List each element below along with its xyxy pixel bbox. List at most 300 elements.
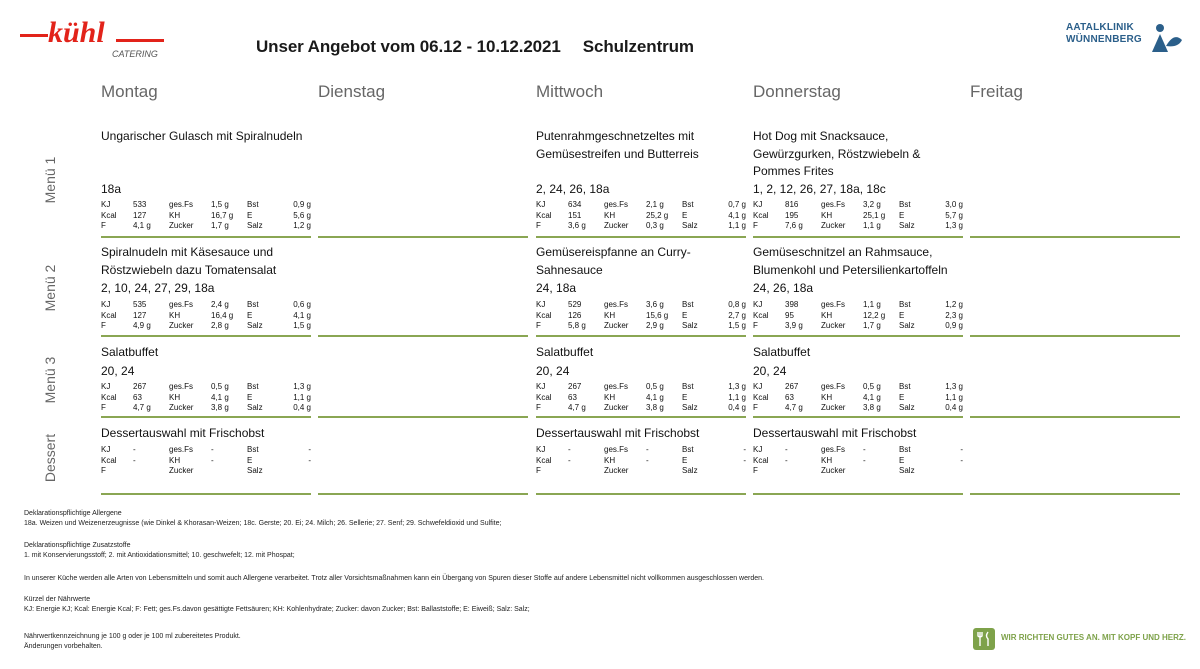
nutrition-basis: Nährwertkennzeichnung je 100 g oder je 100 ml zubereitetes Produkt. [24, 633, 241, 640]
nutrient-value: 3,8 g [211, 403, 229, 412]
nutrient-value: 25,1 g [863, 210, 886, 220]
nutrient-label: F [101, 321, 106, 330]
nutrient-label: E [247, 392, 253, 402]
dish-line: Röstzwiebeln dazu Tomatensalat [101, 262, 277, 277]
nutrient-value: 3,6 g [568, 221, 586, 230]
nutrient-value: - [785, 455, 788, 465]
nutrient-value: 12,2 g [863, 310, 886, 320]
nutrient-label: Kcal [536, 210, 552, 220]
nutrient-label: Kcal [536, 392, 552, 402]
abbreviation-text: KJ: Energie KJ; Kcal: Energie Kcal; F: Fett; ges.Fs.davon gesättigte Fettsäuren; KH: Kohlenhydrate; Zucker: davon Zucker; Bst: Ballaststoffe; E: Eiweiß; Salz: Salz; [24, 606, 530, 613]
row-separator [101, 236, 311, 238]
nutrition-table [536, 200, 746, 232]
nutrient-label: Bst [247, 382, 259, 391]
nutrient-value: 1,5 g [728, 321, 746, 330]
nutrient-label: KJ [753, 300, 763, 309]
nutrient-value: - [743, 445, 746, 454]
nutrient-value: 267 [568, 382, 582, 391]
nutrient-label: Kcal [101, 310, 117, 320]
nutrient-value: 63 [568, 392, 577, 402]
nutrient-value: 0,9 g [945, 321, 963, 330]
nutrient-value: 2,4 g [211, 300, 229, 309]
nutrient-label: KH [821, 310, 833, 320]
allergen-codes: 20, 24 [101, 364, 135, 378]
allergen-codes: 1, 2, 12, 26, 27, 18a, 18c [753, 182, 886, 196]
nutrient-value: 0,5 g [211, 382, 229, 391]
dish-line: Salatbuffet [101, 345, 159, 359]
nutrient-label: Kcal [753, 310, 769, 320]
nutrient-label: E [682, 455, 688, 465]
nutrition-table [536, 382, 746, 414]
nutrient-label: KH [604, 210, 616, 220]
row-label-menu-3: Menü 3 [42, 356, 58, 404]
nutrient-label: Kcal [753, 392, 769, 402]
partner-emblem-icon [1148, 22, 1186, 54]
nutrient-value: 16,4 g [211, 310, 234, 320]
kuehl-catering-logo [20, 14, 168, 62]
row-label-menu-2: Menü 2 [42, 264, 58, 312]
nutrient-value: 95 [785, 310, 794, 320]
nutrient-label: F [753, 466, 758, 475]
nutrient-label: Salz [899, 221, 915, 230]
dish-name [753, 128, 963, 181]
row-separator [101, 493, 311, 495]
nutrient-label: KH [604, 310, 616, 320]
nutrition-table [101, 382, 311, 414]
dish-line: Spiralnudeln mit Käsesauce und [101, 245, 274, 259]
row-separator [318, 236, 528, 238]
nutrient-label: E [247, 210, 253, 220]
allergen-title: Deklarationspflichtige Allergene [24, 510, 122, 517]
row-separator [753, 236, 963, 238]
nutrient-value: 1,5 g [293, 321, 311, 330]
nutrient-value: 1,2 g [945, 300, 963, 309]
partner-line-2: WÜNNENBERG [1066, 34, 1142, 45]
brand-wordmark: kühl [48, 16, 105, 49]
nutrient-label: E [682, 210, 688, 220]
nutrient-label: Salz [899, 466, 915, 475]
dish-name [536, 244, 746, 279]
nutrient-label: Salz [247, 321, 263, 330]
additive-title: Deklarationspflichtige Zusatzstoffe [24, 542, 131, 549]
allergen-codes: 20, 24 [536, 364, 570, 378]
nutrient-label: Salz [682, 403, 698, 412]
nutrition-table [753, 200, 963, 232]
nutrient-label: F [753, 221, 758, 230]
nutrition-table [536, 445, 746, 477]
nutrient-value: 0,8 g [728, 300, 746, 309]
nutrient-label: Kcal [101, 455, 117, 465]
nutrient-label: E [682, 310, 688, 320]
nutrient-value [785, 466, 821, 477]
nutrient-label: Zucker [604, 221, 629, 230]
nutrient-label: F [101, 466, 106, 475]
row-separator [101, 335, 311, 337]
nutrient-value: 2,1 g [646, 200, 664, 209]
nutrient-value: 1,1 g [728, 392, 746, 402]
nutrient-label: KH [169, 210, 181, 220]
row-separator [970, 236, 1180, 238]
nutrient-label: KH [821, 210, 833, 220]
row-separator [536, 416, 746, 418]
row-separator [536, 335, 746, 337]
nutrient-label: E [899, 455, 905, 465]
nutrient-label: Zucker [169, 466, 194, 475]
nutrient-value: 1,1 g [293, 392, 311, 402]
nutrient-value: 0,6 g [293, 300, 311, 309]
nutrient-value: 1,7 g [863, 321, 881, 330]
abbreviation-title: Kürzel der Nährwerte [24, 596, 91, 603]
nutrition-table [101, 200, 311, 232]
nutrient-label: ges.Fs [604, 382, 629, 391]
nutrient-label: KJ [101, 445, 111, 454]
nutrient-value: - [568, 455, 571, 465]
nutrient-value: 0,5 g [863, 382, 881, 391]
nutrient-label: ges.Fs [169, 300, 194, 309]
dish-name [101, 128, 311, 146]
nutrient-value: 3,8 g [863, 403, 881, 412]
nutrient-label: F [536, 466, 541, 475]
allergen-text: 18a. Weizen und Weizenerzeugnisse (wie Dinkel & Khorasan-Weizen; 18c. Gerste; 20. Ei; 24. Milch; 26. Sellerie; 27. Senf; 29. Schwefeldioxid und Sulfite; [24, 520, 502, 527]
nutrient-value: 1,2 g [293, 221, 311, 230]
slogan-text: WIR RICHTEN GUTES AN. MIT KOPF UND HERZ. [1001, 633, 1187, 642]
nutrient-value: - [960, 455, 963, 465]
day-wednesday: Mittwoch [536, 82, 604, 101]
nutrient-label: KJ [536, 382, 546, 391]
nutrient-label: ges.Fs [169, 200, 194, 209]
nutrient-value [863, 466, 899, 477]
aatalklinik-logo [1066, 22, 1186, 56]
nutrient-value: 0,4 g [293, 403, 311, 412]
nutrition-table [536, 300, 746, 332]
nutrient-value: - [646, 455, 649, 465]
nutrient-value: 2,9 g [646, 321, 664, 330]
nutrient-value: 2,3 g [945, 310, 963, 320]
nutrient-label: Salz [899, 321, 915, 330]
nutrient-label: KJ [536, 200, 546, 209]
nutrient-label: Zucker [821, 403, 846, 412]
nutrient-label: Kcal [101, 392, 117, 402]
allergen-codes: 24, 26, 18a [753, 281, 814, 295]
nutrient-value: 3,8 g [646, 403, 664, 412]
nutrient-value [941, 466, 963, 477]
dish-name [536, 344, 746, 362]
nutrient-label: Zucker [169, 321, 194, 330]
kuehl-logo-graphic [20, 14, 168, 62]
nutrient-label: Zucker [169, 221, 194, 230]
nutrient-label: Bst [899, 382, 911, 391]
nutrient-value: 1,3 g [945, 221, 963, 230]
allergen-codes: 20, 24 [753, 364, 787, 378]
allergen-codes: 2, 10, 24, 27, 29, 18a [101, 281, 215, 295]
nutrient-value: 0,7 g [728, 200, 746, 209]
dish-line: Gemüsereispfanne an Curry- [536, 245, 691, 259]
nutrient-label: ges.Fs [821, 300, 846, 309]
nutrient-value: 1,1 g [863, 300, 881, 309]
nutrient-label: ges.Fs [821, 200, 846, 209]
nutrition-table [753, 382, 963, 414]
day-monday: Montag [101, 82, 158, 101]
nutrient-value: 4,9 g [133, 321, 151, 330]
nutrient-value: 3,2 g [863, 200, 881, 209]
nutrient-value: 5,6 g [293, 210, 311, 220]
row-label-dessert: Dessert [42, 433, 58, 483]
nutrient-value [211, 466, 247, 477]
nutrient-label: E [899, 210, 905, 220]
cutlery-icon [973, 628, 995, 650]
location-label: Schulzentrum [582, 37, 694, 56]
nutrient-label: E [682, 392, 688, 402]
row-label-menu-1: Menü 1 [42, 156, 58, 204]
additive-text: 1. mit Konservierungsstoff; 2. mit Antioxidationsmittel; 10. geschwefelt; 12. mit Phospat; [24, 552, 295, 559]
nutrient-label: KH [821, 392, 833, 402]
dish-line: Ungarischer Gulasch mit Spiralnudeln [101, 129, 303, 143]
nutrient-value: 816 [785, 200, 799, 209]
nutrient-value: 0,5 g [646, 382, 664, 391]
nutrient-value: 16,7 g [211, 210, 234, 220]
nutrient-label: Zucker [821, 221, 846, 230]
changes-reserved: Änderungen vorbehalten. [24, 643, 103, 650]
nutrient-value: 398 [785, 300, 799, 309]
nutrient-value [289, 466, 311, 477]
nutrient-label: Bst [247, 200, 259, 209]
nutrient-label: Kcal [753, 210, 769, 220]
nutrient-value: 2,7 g [728, 310, 746, 320]
nutrient-label: F [536, 321, 541, 330]
partner-line-1: AATALKLINIK [1066, 22, 1134, 33]
nutrition-table [101, 300, 311, 332]
dish-line: Dessertauswahl mit Frischobst [753, 426, 917, 440]
dish-line: Salatbuffet [536, 345, 594, 359]
nutrient-label: F [101, 403, 106, 412]
row-separator [536, 236, 746, 238]
nutrient-value: 7,6 g [785, 221, 803, 230]
nutrient-label: Bst [899, 445, 911, 454]
nutrient-value: 15,6 g [646, 310, 669, 320]
row-separator [753, 416, 963, 418]
nutrient-value: 195 [785, 210, 799, 220]
nutrient-value: 25,2 g [646, 210, 669, 220]
nutrient-value [646, 466, 682, 477]
nutrient-label: Kcal [753, 455, 769, 465]
nutrient-value [724, 466, 746, 477]
nutrient-label: F [536, 221, 541, 230]
allergen-codes: 24, 18a [536, 281, 577, 295]
nutrient-label: E [899, 392, 905, 402]
nutrient-value: 3,6 g [646, 300, 664, 309]
dish-name [536, 128, 746, 163]
nutrient-value: 4,7 g [785, 403, 803, 412]
nutrient-label: Salz [899, 403, 915, 412]
nutrient-label: Kcal [536, 455, 552, 465]
page-title [256, 37, 694, 57]
nutrient-value: 3,9 g [785, 321, 803, 330]
day-thursday: Donnerstag [753, 82, 841, 101]
nutrient-value: - [211, 445, 214, 454]
nutrient-value: - [211, 455, 214, 465]
dish-line: Gemüseschnitzel an Rahmsauce, [753, 245, 933, 259]
nutrient-value: 0,9 g [293, 200, 311, 209]
row-separator [753, 335, 963, 337]
allergen-notice: In unserer Küche werden alle Arten von Lebensmitteln und somit auch Allergene verarbeitet. Trotz aller Vorsichtsmaßnahmen kann ein Übergang von Spuren dieser Stoffe auf andere Lebensmittel nicht vollkommen ausgeschlossen werden. [24, 575, 764, 582]
nutrient-value: 1,3 g [728, 382, 746, 391]
nutrient-value: 4,7 g [568, 403, 586, 412]
nutrient-value: 4,7 g [133, 403, 151, 412]
dish-line: Hot Dog mit Snacksauce, [753, 129, 889, 143]
row-separator [753, 493, 963, 495]
nutrient-label: Zucker [604, 403, 629, 412]
nutrient-value: 529 [568, 300, 582, 309]
nutrient-label: ges.Fs [604, 300, 629, 309]
nutrient-value: - [863, 445, 866, 454]
nutrient-label: KJ [753, 200, 763, 209]
nutrient-label: Kcal [536, 310, 552, 320]
nutrient-label: Zucker [604, 466, 629, 475]
row-separator [101, 416, 311, 418]
nutrient-label: KJ [101, 300, 111, 309]
nutrition-table [753, 300, 963, 332]
nutrient-label: Salz [682, 221, 698, 230]
nutrient-value: 1,1 g [863, 221, 881, 230]
nutrient-value: 634 [568, 200, 582, 209]
dish-line: Dessertauswahl mit Frischobst [536, 426, 700, 440]
nutrient-value: 127 [133, 210, 147, 220]
nutrient-label: Bst [247, 300, 259, 309]
nutrient-label: KH [604, 392, 616, 402]
nutrient-label: Bst [899, 300, 911, 309]
nutrient-value: 1,1 g [728, 221, 746, 230]
nutrient-label: KJ [536, 445, 546, 454]
nutrient-label: ges.Fs [169, 445, 194, 454]
nutrient-label: Bst [682, 300, 694, 309]
nutrient-value: 0,3 g [646, 221, 664, 230]
dish-line: Salatbuffet [753, 345, 811, 359]
nutrient-label: Salz [247, 466, 263, 475]
nutrient-label: KH [821, 455, 833, 465]
row-separator [970, 416, 1180, 418]
nutrient-label: E [247, 455, 253, 465]
dish-name [753, 425, 963, 443]
nutrient-value [568, 466, 604, 477]
nutrient-label: E [247, 310, 253, 320]
nutrient-label: Kcal [101, 210, 117, 220]
nutrient-label: Salz [682, 466, 698, 475]
nutrient-label: Salz [682, 321, 698, 330]
nutrient-label: ges.Fs [604, 445, 629, 454]
nutrient-value: 267 [785, 382, 799, 391]
nutrient-label: KH [604, 455, 616, 465]
nutrient-label: Salz [247, 221, 263, 230]
nutrient-value: - [863, 455, 866, 465]
offer-title: Unser Angebot vom 06.12 - 10.12.2021 [256, 37, 561, 56]
dish-line: Gemüsestreifen und Butterreis [536, 146, 699, 161]
nutrient-value: 1,3 g [945, 382, 963, 391]
nutrient-value: 4,1 g [133, 221, 151, 230]
nutrient-label: KJ [753, 382, 763, 391]
nutrient-label: Zucker [821, 321, 846, 330]
nutrient-value: - [568, 445, 571, 454]
dish-name [753, 244, 963, 279]
row-separator [536, 493, 746, 495]
nutrient-value: 2,8 g [211, 321, 229, 330]
nutrient-label: F [101, 221, 106, 230]
nutrient-label: Zucker [604, 321, 629, 330]
nutrient-value: - [785, 445, 788, 454]
nutrient-value: 126 [568, 310, 582, 320]
dish-line: Gewürzgurken, Röstzwiebeln & [753, 146, 921, 161]
row-separator [318, 335, 528, 337]
nutrient-label: Bst [682, 200, 694, 209]
dish-line: Blumenkohl und Petersilienkartoffeln [753, 262, 948, 277]
dish-line: Putenrahmgeschnetzeltes mit [536, 129, 695, 143]
nutrient-label: F [753, 321, 758, 330]
row-separator [970, 493, 1180, 495]
nutrient-value: 3,0 g [945, 200, 963, 209]
partner-text [1066, 22, 1142, 46]
nutrition-table [753, 445, 963, 477]
nutrient-label: ges.Fs [604, 200, 629, 209]
nutrient-value: 0,4 g [728, 403, 746, 412]
nutrient-label: Bst [682, 382, 694, 391]
nutrient-value: - [960, 445, 963, 454]
dish-name [101, 244, 311, 279]
nutrient-label: F [536, 403, 541, 412]
slogan-badge [973, 628, 1185, 652]
nutrient-value: 5,8 g [568, 321, 586, 330]
dish-line: Dessertauswahl mit Frischobst [101, 426, 265, 440]
allergen-codes: 2, 24, 26, 18a [536, 182, 610, 196]
nutrient-value: - [133, 455, 136, 465]
dish-name [101, 344, 311, 362]
dish-name [536, 425, 746, 443]
dish-name [101, 425, 311, 443]
nutrient-label: Bst [682, 445, 694, 454]
nutrient-value: 4,1 g [293, 310, 311, 320]
nutrient-label: KJ [101, 382, 111, 391]
nutrient-value: 63 [133, 392, 142, 402]
nutrient-label: KJ [753, 445, 763, 454]
nutrient-value: 1,3 g [293, 382, 311, 391]
nutrient-value [133, 466, 169, 477]
day-friday: Freitag [970, 82, 1023, 101]
nutrient-value: - [308, 455, 311, 465]
nutrient-value: 267 [133, 382, 147, 391]
nutrient-value: - [743, 455, 746, 465]
nutrient-value: 535 [133, 300, 147, 309]
nutrient-value: - [308, 445, 311, 454]
nutrient-value: 151 [568, 210, 582, 220]
nutrient-label: ges.Fs [821, 445, 846, 454]
row-separator [970, 335, 1180, 337]
nutrient-value: 1,1 g [945, 392, 963, 402]
nutrient-value: 1,5 g [211, 200, 229, 209]
nutrient-value: 5,7 g [945, 210, 963, 220]
nutrient-value: 127 [133, 310, 147, 320]
dish-line: Pommes Frites [753, 164, 834, 178]
nutrient-label: KH [169, 455, 181, 465]
row-separator [318, 416, 528, 418]
nutrient-label: KH [169, 310, 181, 320]
nutrient-value: 4,1 g [728, 210, 746, 220]
nutrient-value: 4,1 g [211, 392, 229, 402]
nutrient-value: 63 [785, 392, 794, 402]
nutrient-label: KJ [101, 200, 111, 209]
nutrient-value: - [133, 445, 136, 454]
nutrient-label: Zucker [169, 403, 194, 412]
nutrient-value: 1,7 g [211, 221, 229, 230]
nutrient-label: KH [169, 392, 181, 402]
dish-line: Sahnesauce [536, 262, 603, 277]
